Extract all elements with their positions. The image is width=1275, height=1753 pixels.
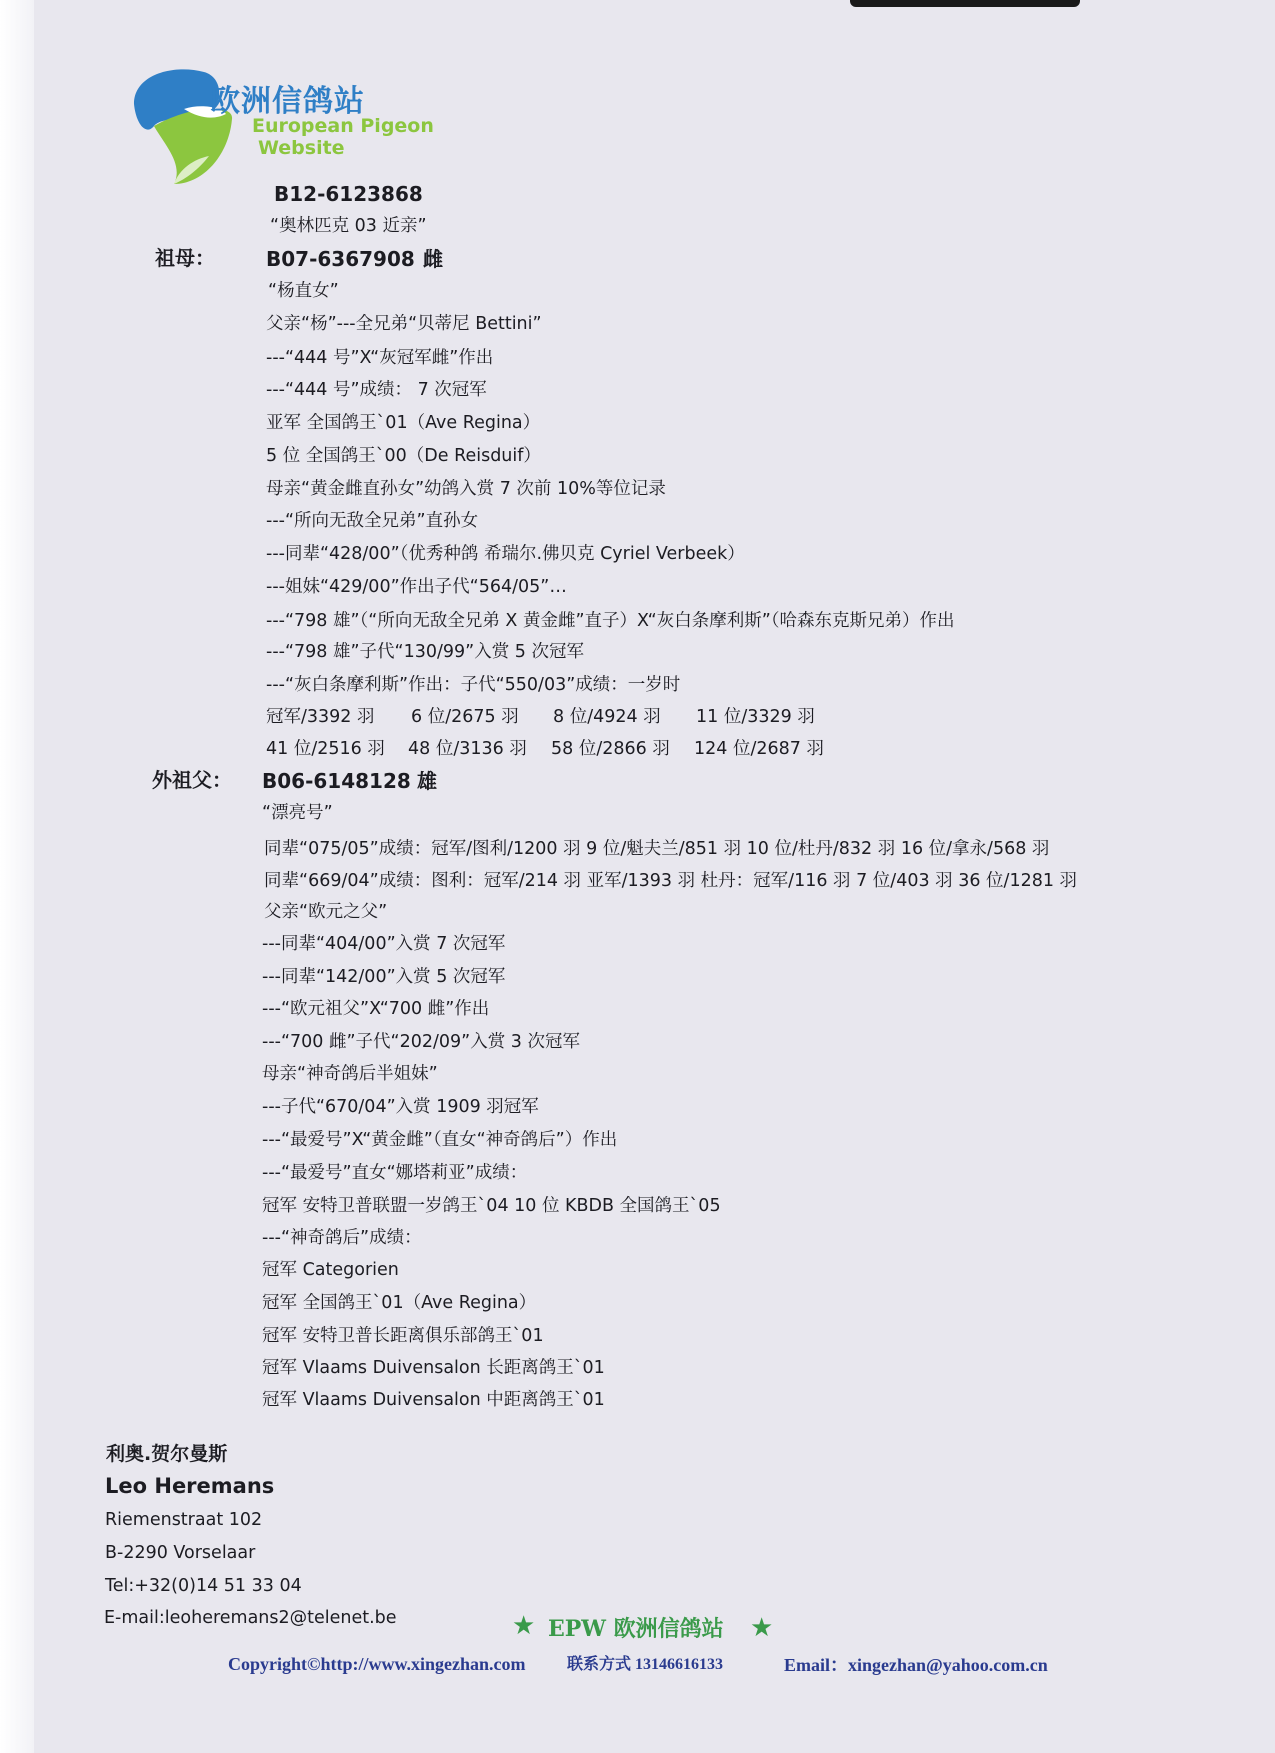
logo-title-en-1: European Pigeon [252,115,434,137]
grandmother-line: 5 位 全国鸽王`00（De Reisduif） [266,446,541,466]
breeder-email[interactable]: E-mail:leoheremans2@telenet.be [104,1608,397,1628]
grandfather-line: ---“700 雌”子代“202/09”入赏 3 次冠军 [262,1032,580,1052]
star-icon: ★ [750,1613,774,1643]
grandfather-line: 冠军 安特卫普长距离俱乐部鸽王`01 [262,1326,544,1346]
grandfather-line: ---“欧元祖父”X“700 雌”作出 [262,999,490,1019]
grandmother-line: ---“444 号”X“灰冠军雌”作出 [266,348,494,368]
grandmother-line: 亚军 全国鸽王`01（Ave Regina） [266,413,541,433]
grandfather-line: 父亲“欧元之父” [264,902,388,922]
grandfather-line: 冠军 Vlaams Duivensalon 中距离鸽王`01 [262,1390,605,1410]
breeder-tel: Tel:+32(0)14 51 33 04 [105,1576,302,1596]
result-cell: 8 位/4924 羽 [553,707,661,727]
footer-copyright-link[interactable]: Copyright©http://www.xingezhan.com [228,1654,526,1674]
grandfather-line: ---“神奇鸽后”成绩： [262,1228,422,1248]
grandfather-line: ---同辈“404/00”入赏 7 次冠军 [262,934,506,954]
scan-mark [850,0,1080,7]
grandmother-line: 母亲“黄金雌直孙女”幼鸽入赏 7 次前 10%等位记录 [266,479,666,499]
main-ring-number: B12-6123868 [274,182,423,206]
grandfather-line: 冠军 Vlaams Duivensalon 长距离鸽王`01 [262,1358,605,1378]
grandfather-line: ---子代“670/04”入赏 1909 羽冠军 [262,1097,539,1117]
main-name: “奥林匹克 03 近亲” [270,216,427,236]
grandfather-line: 冠军 Categorien [262,1260,399,1280]
grandmother-line: ---“所向无敌全兄弟”直孙女 [266,511,479,531]
result-cell: 11 位/3329 羽 [696,707,815,727]
result-cell: 冠军/3392 羽 [266,707,375,727]
star-icon: ★ [512,1611,536,1641]
grandmother-label: 祖母： [155,246,215,270]
footer-email-link[interactable]: Email：xingezhan@yahoo.com.cn [784,1655,1048,1675]
breeder-city: B-2290 Vorselaar [105,1543,256,1563]
page-edge [0,0,34,1753]
grandfather-line: “漂亮号” [262,803,333,823]
grandmother-line: ---“444 号”成绩： 7 次冠军 [266,380,487,400]
grandmother-line: ---同辈“428/00”（优秀种鸽 希瑞尔.佛贝克 Cyriel Verbeek） [266,544,745,564]
grandmother-line: 父亲“杨”---全兄弟“贝蒂尼 Bettini” [266,314,542,334]
result-cell: 124 位/2687 羽 [694,739,824,759]
result-cell: 48 位/3136 羽 [408,739,527,759]
footer-contact: 联系方式 13146616133 [567,1656,724,1673]
grandmother-line: ---“灰白条摩利斯”作出：子代“550/03”成绩：一岁时 [266,675,681,695]
grandfather-label: 外祖父： [152,768,232,792]
footer-brand: EPW 欧洲信鸽站 [548,1616,724,1642]
grandfather-line: 母亲“神奇鸽后半姐妹” [262,1064,438,1084]
logo-title-cn: 欧洲信鸽站 [210,84,365,119]
breeder-name-cn: 利奥.贺尔曼斯 [106,1443,228,1465]
logo-title-en-2: Website [258,137,345,159]
grandmother-line: ---“798 雄”子代“130/99”入赏 5 次冠军 [266,642,584,662]
breeder-street: Riemenstraat 102 [105,1510,263,1530]
grandfather-line: ---“最爱号”直女“娜塔莉亚”成绩： [262,1163,528,1183]
result-cell: 41 位/2516 羽 [266,739,385,759]
grandmother-line: ---姐妹“429/00”作出子代“564/05”… [266,577,567,597]
grandmother-line: ---“798 雄”（“所向无敌全兄弟 X 黄金雌”直子）X“灰白条摩利斯”（哈森东克斯兄弟）作出 [266,611,955,631]
grandfather-line: ---同辈“142/00”入赏 5 次冠军 [262,967,506,987]
grandfather-line: 同辈“669/04”成绩：图利：冠军/214 羽 亚军/1393 羽 杜丹：冠军/116 羽 7 位/403 羽 36 位/1281 羽 [264,871,1078,891]
grandfather-line: 同辈“075/05”成绩：冠军/图利/1200 羽 9 位/魁夫兰/851 羽 10 位/杜丹/832 羽 16 位/拿永/568 羽 [264,839,1050,859]
grandmother-ring: B07-6367908 [266,247,415,271]
grandmother-sex: 雌 [423,247,443,271]
result-cell: 58 位/2866 羽 [551,739,670,759]
grandfather-line: 冠军 安特卫普联盟一岁鸽王`04 10 位 KBDB 全国鸽王`05 [262,1196,721,1216]
breeder-name-en: Leo Heremans [105,1474,275,1498]
grandfather-ring: B06-6148128 [262,769,411,793]
grandfather-line: 冠军 全国鸽王`01（Ave Regina） [262,1293,537,1313]
result-cell: 6 位/2675 羽 [411,707,519,727]
grandfather-line: ---“最爱号”X“黄金雌”（直女“神奇鸽后”）作出 [262,1130,618,1150]
grandfather-sex: 雄 [417,769,437,793]
grandmother-line: “杨直女” [268,281,339,301]
